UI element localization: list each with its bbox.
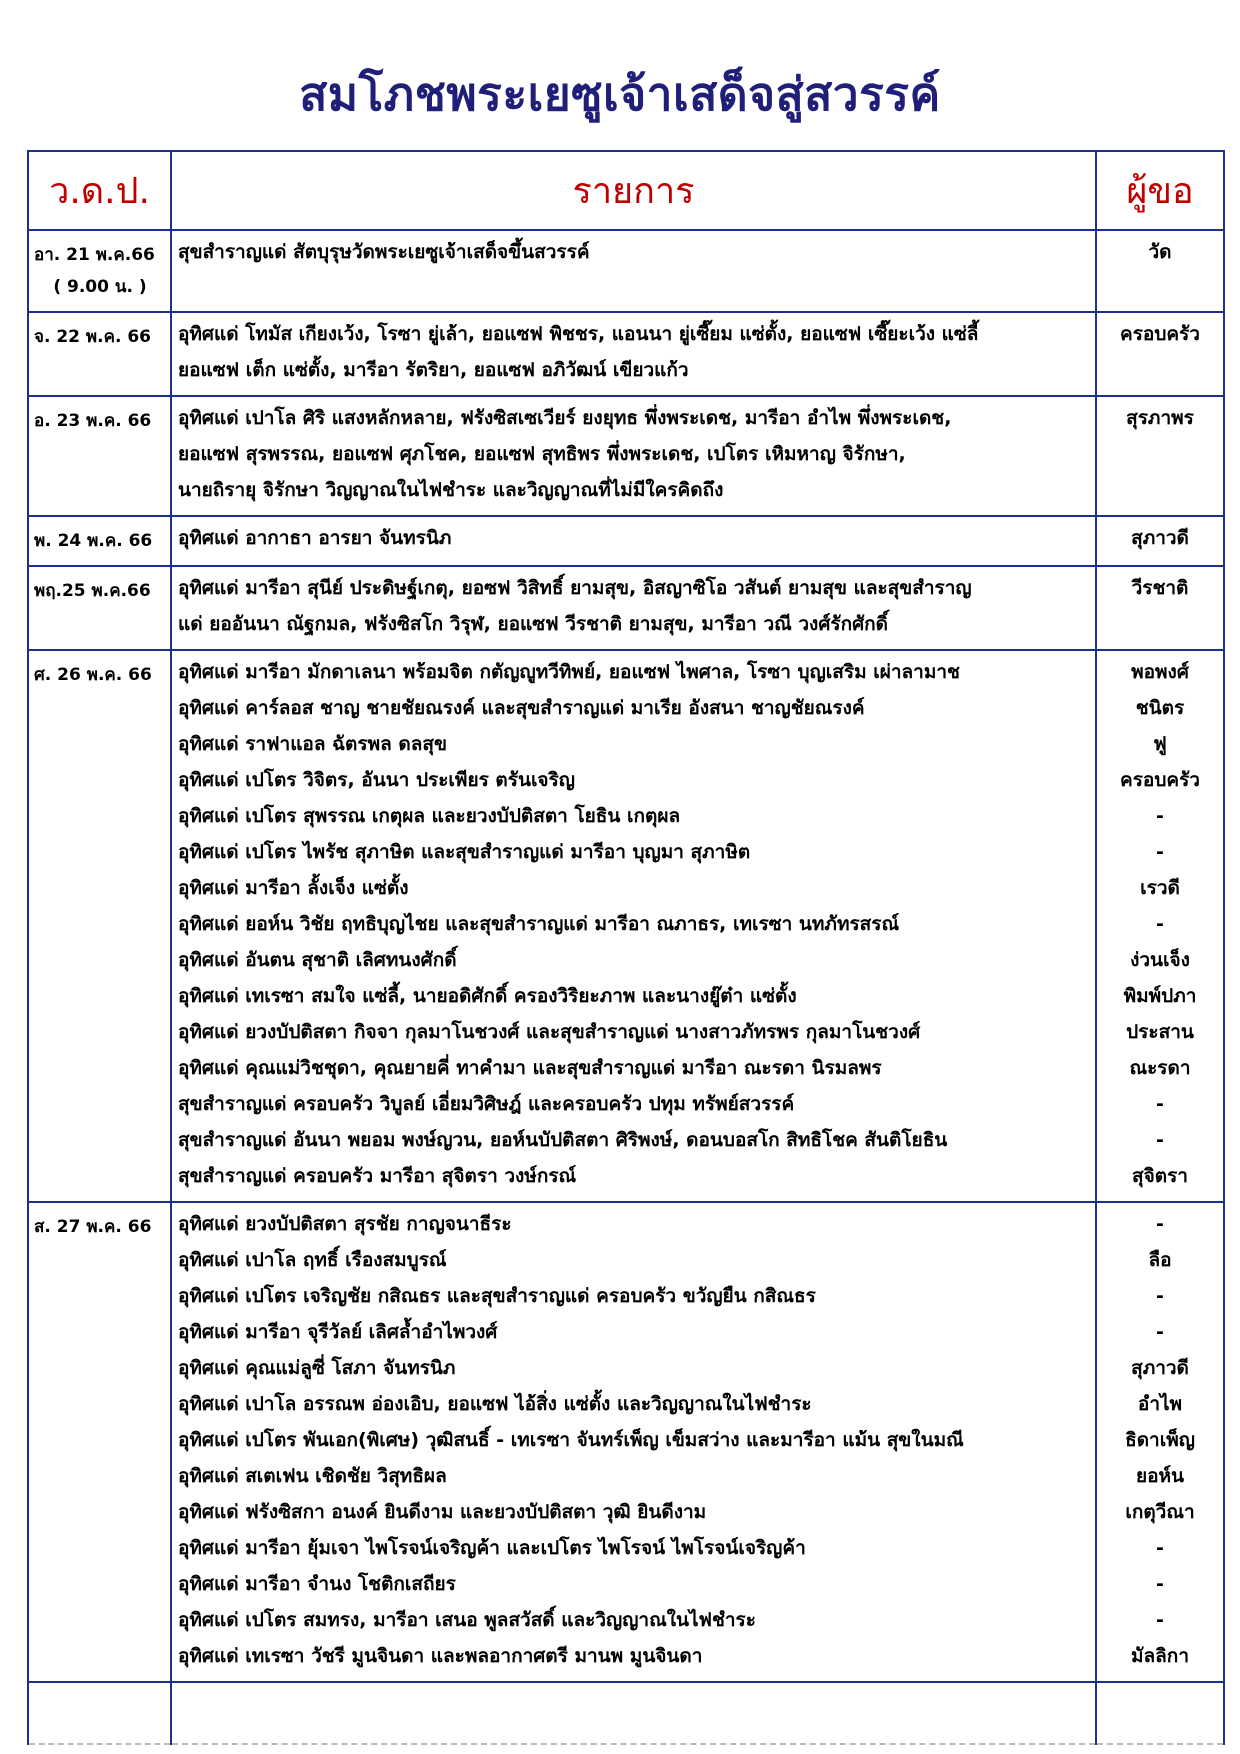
requester-name: ฟู: [1153, 733, 1167, 755]
empty-cell: [28, 1682, 171, 1744]
intention-line: แด่ ยออันนา ณัฐกมล, ฟรังซิสโก วิรุฬ, ยอแซฟ วีรชาติ ยามสุข, มารีอา วณี วงศ์รักศักดิ์: [178, 613, 888, 635]
requester-name: -: [1156, 1321, 1164, 1343]
intention-line: อุทิศแด่ เปโตร สุพรรณ เกตุผล และยวงบัปติสตา โยธิน เกตุผล: [178, 805, 681, 827]
intention-line: อุทิศแด่ ราฟาแอล ฉัตรพล ดลสุข: [178, 733, 447, 755]
date-label: พ. 24 พ.ค. 66: [34, 531, 153, 551]
requester-name: -: [1156, 1129, 1164, 1151]
items-cell: [171, 230, 1096, 312]
intention-line: อุทิศแด่ มารีอา จุรีวัลย์ เลิศล้ำอำไพวงศ์: [178, 1321, 498, 1343]
requester-list: [1097, 1203, 1223, 1681]
table-row: [28, 650, 1224, 1202]
date-time-label: ( 9.00 น. ): [53, 277, 147, 297]
date-text: [29, 567, 170, 615]
date-text: [29, 1203, 170, 1251]
table-row: [28, 396, 1224, 516]
intention-line: สุขสำราญแด่ อันนา พยอม พงษ์ญวน, ยอห์นบัปติสตา ศิริพงษ์, ดอนบอสโก สิทธิโชค สันติโยธิน: [178, 1129, 948, 1151]
table-header-row: [28, 151, 1224, 230]
table-row: [28, 230, 1224, 312]
requester-name: ง่วนเจ็ง: [1130, 949, 1190, 971]
date-cell: [28, 312, 171, 396]
date-label: จ. 22 พ.ค. 66: [34, 327, 151, 347]
intention-line: อุทิศแด่ เปาโล ศิริ แสงหลักหลาย, ฟรังซิสเซเวียร์ ยงยุทธ พึ่งพระเดช, มารีอา อำไพ พึ่งพระเดช,: [178, 407, 952, 429]
empty-cell: [1096, 1682, 1224, 1744]
requester-name: -: [1156, 805, 1164, 827]
items-list: [172, 651, 1095, 1201]
requester-name: ณะรดา: [1129, 1057, 1191, 1079]
requester-cell: [1096, 1202, 1224, 1682]
items-cell: [171, 516, 1096, 566]
intention-line: อุทิศแด่ ยอห์น วิชัย ฤทธิบุญไชย และสุขสำราญแด่ มารีอา ณภาธร, เทเรซา นทภัทรสรณ์: [178, 913, 900, 935]
intention-line: อุทิศแด่ ฟรังซิสกา อนงค์ ยินดีงาม และยวงบัปติสตา วุฒิ ยินดีงาม: [178, 1501, 707, 1523]
items-list: [172, 313, 1095, 395]
date-text: [29, 231, 170, 311]
requester-name: ธิดาเพ็ญ: [1125, 1429, 1195, 1451]
items-cell: [171, 312, 1096, 396]
date-label: ศ. 26 พ.ค. 66: [34, 665, 152, 685]
requester-list: [1097, 231, 1223, 277]
intention-line: อุทิศแด่ อากาธา อารยา จันทรนิภ: [178, 527, 452, 549]
requester-name: -: [1156, 1537, 1164, 1559]
intention-line: อุทิศแด่ ยวงบัปติสตา สุรชัย กาญจนาธีระ: [178, 1213, 512, 1235]
requester-name: -: [1156, 1093, 1164, 1115]
items-list: [172, 567, 1095, 649]
intention-line: อุทิศแด่ คาร์ลอส ชาญ ชายชัยณรงค์ และสุขสำราญแด่ มาเรีย อังสนา ชาญชัยณรงค์: [178, 697, 865, 719]
date-cell: [28, 396, 171, 516]
requester-name: สุภาวดี: [1131, 1357, 1189, 1379]
requester-cell: [1096, 650, 1224, 1202]
date-cell: [28, 230, 171, 312]
items-cell: [171, 566, 1096, 650]
requester-name: ครอบครัว: [1120, 769, 1200, 791]
intention-line: อุทิศแด่ เปาโล ฤทธิ์ เรืองสมบูรณ์: [178, 1249, 447, 1271]
items-cell: [171, 396, 1096, 516]
requester-name: มัลลิกา: [1131, 1645, 1189, 1667]
table-row: [28, 1202, 1224, 1682]
requester-name: เกตุวีณา: [1125, 1501, 1195, 1523]
intention-line: อุทิศแด่ มารีอา ยุ้มเจา ไพโรจน์เจริญค้า และเปโตร ไพโรจน์ ไพโรจน์เจริญค้า: [178, 1537, 806, 1559]
column-header-date: ว.ด.ป.: [28, 151, 171, 230]
requester-name: สุภาวดี: [1131, 527, 1189, 549]
requester-name: ชนิตร: [1135, 697, 1185, 719]
requester-name: -: [1156, 1609, 1164, 1631]
date-cell: [28, 1202, 171, 1682]
date-text: [29, 397, 170, 445]
table-body: [28, 230, 1224, 1744]
table-row: [28, 312, 1224, 396]
date-cell: [28, 650, 171, 1202]
intention-line: อุทิศแด่ ยวงบัปติสตา กิจจา กุลมาโนชวงศ์ และสุขสำราญแด่ นางสาวภัทรพร กุลมาโนชวงศ์: [178, 1021, 921, 1043]
intention-line: อุทิศแด่ สเตเฟน เชิดชัย วิสุทธิผล: [178, 1465, 447, 1487]
requester-name: เรวดี: [1140, 877, 1180, 899]
date-cell: [28, 516, 171, 566]
empty-row: [28, 1682, 1224, 1744]
requester-name: วัด: [1148, 241, 1172, 263]
table-row: [28, 566, 1224, 650]
requester-name: สุจิตรา: [1132, 1165, 1188, 1187]
intention-line: อุทิศแด่ มารีอา มักดาเลนา พร้อมจิต กตัญญูทวีทิพย์, ยอแซฟ ไพศาล, โรซา บุญเสริม เผ่าลามาช: [178, 661, 960, 683]
requester-name: -: [1156, 1213, 1164, 1235]
requester-list: [1097, 517, 1223, 563]
requester-name: อำไพ: [1137, 1393, 1183, 1415]
items-list: [172, 231, 1095, 277]
requester-list: [1097, 651, 1223, 1201]
requester-name: สุรภาพร: [1126, 407, 1194, 429]
intention-line: อุทิศแด่ คุณแม่ลูซี่ โสภา จันทรนิภ: [178, 1357, 456, 1379]
date-text: [29, 313, 170, 361]
requester-name: ลือ: [1148, 1249, 1172, 1271]
intention-line: อุทิศแด่ เปโตร สมทรง, มารีอา เสนอ พูลสวัสดิ์ และวิญญาณในไฟชำระ: [178, 1609, 756, 1631]
empty-cell: [171, 1682, 1096, 1744]
date-text: [29, 651, 170, 699]
requester-name: -: [1156, 1573, 1164, 1595]
intention-line: อุทิศแด่ เปาโล อรรณพ อ่องเอิบ, ยอแซฟ ไอ้สิ่ง แซ่ตั้ง และวิญญาณในไฟชำระ: [178, 1393, 812, 1415]
requester-list: [1097, 397, 1223, 443]
requester-cell: [1096, 396, 1224, 516]
requester-cell: [1096, 230, 1224, 312]
requester-name: พอพงศ์: [1131, 661, 1189, 683]
items-cell: [171, 1202, 1096, 1682]
requester-name: -: [1156, 913, 1164, 935]
mass-intention-table: [27, 150, 1225, 1745]
intention-line: อุทิศแด่ เปโตร วิจิตร, อันนา ประเพียร ตรันเจริญ: [178, 769, 575, 791]
requester-cell: [1096, 312, 1224, 396]
intention-line: อุทิศแด่ มารีอา จำนง โชติกเสถียร: [178, 1573, 456, 1595]
requester-cell: [1096, 566, 1224, 650]
intention-line: สุขสำราญแด่ สัตบุรุษวัดพระเยซูเจ้าเสด็จขึ้นสวรรค์: [178, 241, 590, 263]
requester-list: [1097, 313, 1223, 359]
date-text: [29, 517, 170, 565]
requester-name: -: [1156, 841, 1164, 863]
requester-cell: [1096, 516, 1224, 566]
requester-list: [1097, 567, 1223, 613]
intention-line: นายถิรายุ จิรักษา วิญญาณในไฟชำระ และวิญญาณที่ไม่มีใครคิดถึง: [178, 479, 724, 501]
requester-name: วีรชาติ: [1131, 577, 1189, 599]
intention-line: อุทิศแด่ เทเรซา สมใจ แซ่ลี้, นายอดิศักดิ์ ครองวิริยะภาพ และนางยู๊ต๋า แซ่ตั้ง: [178, 985, 797, 1007]
items-list: [172, 1203, 1095, 1681]
column-header-requester: ผู้ขอ: [1096, 151, 1224, 230]
items-list: [172, 517, 1095, 563]
date-label: อา. 21 พ.ค.66: [34, 245, 155, 265]
intention-line: อุทิศแด่ เทเรซา วัชรี มูนจินดา และพลอากาศตรี มานพ มูนจินดา: [178, 1645, 703, 1667]
intention-line: สุขสำราญแด่ ครอบครัว วิบูลย์ เอี่ยมวิศิษฎ์ และครอบครัว ปทุม ทรัพย์สวรรค์: [178, 1093, 795, 1115]
requester-name: พิมพ์ปภา: [1123, 985, 1197, 1007]
requester-name: ประสาน: [1126, 1021, 1194, 1043]
date-cell: [28, 566, 171, 650]
date-label: อ. 23 พ.ค. 66: [34, 411, 152, 431]
page-title: สมโภชพระเยซูเจ้าเสด็จสู่สวรรค์: [299, 67, 941, 121]
items-list: [172, 397, 1095, 515]
intention-line: สุขสำราญแด่ ครอบครัว มารีอา สุจิตรา วงษ์กรณ์: [178, 1165, 577, 1187]
requester-name: ครอบครัว: [1120, 323, 1200, 345]
intention-line: อุทิศแด่ เปโตร ไพรัช สุภาษิต และสุขสำราญแด่ มารีอา บุญมา สุภาษิต: [178, 841, 751, 863]
intention-line: อุทิศแด่ โทมัส เกียงเว้ง, โรซา ยู่เล้า, ยอแซฟ พิชชร, แอนนา ยู่เซี๊ยม แซ่ตั้ง, ยอแซฟ เซี๊ยะเว้ง แซ่ลี้: [178, 323, 979, 345]
intention-line: ยอแซฟ สุรพรรณ, ยอแซฟ ศุภโชค, ยอแซฟ สุทธิพร พึ่งพระเดช, เปโตร เหิมหาญ จิรักษา,: [178, 443, 906, 465]
intention-line: ยอแซฟ เต็ก แซ่ตั้ง, มารีอา รัตริยา, ยอแซฟ อภิวัฒน์ เขียวแก้ว: [178, 359, 689, 381]
intention-line: อุทิศแด่ มารีอา ลั้งเจ็ง แซ่ตั้ง: [178, 877, 409, 899]
intention-line: อุทิศแด่ เปโตร เจริญชัย กสิณธร และสุขสำราญแด่ ครอบครัว ขวัญยืน กสิณธร: [178, 1285, 816, 1307]
column-header-items: รายการ: [171, 151, 1096, 230]
date-label: พฤ.25 พ.ค.66: [34, 581, 151, 601]
intention-line: อุทิศแด่ อันตน สุชาติ เลิศทนงศักดิ์: [178, 949, 457, 971]
items-cell: [171, 650, 1096, 1202]
requester-name: -: [1156, 1285, 1164, 1307]
table-row: [28, 516, 1224, 566]
date-label: ส. 27 พ.ค. 66: [34, 1217, 152, 1237]
intention-line: อุทิศแด่ เปโตร พันเอก(พิเศษ) วุฒิสนธิ์ - เทเรซา จันทร์เพ็ญ เข็มสว่าง และมารีอา แม้น สุขในมณี: [178, 1429, 964, 1451]
intention-line: อุทิศแด่ มารีอา สุนีย์ ประดิษฐ์เกตุ, ยอซฟ วิสิทธิ์ ยามสุข, อิสญาซิโอ วสันต์ ยามสุข และสุขสำราญ: [178, 577, 972, 599]
intention-line: อุทิศแด่ คุณแม่วิชชุดา, คุณยายคี่ ทาคำมา และสุขสำราญแด่ มารีอา ณะรดา นิรมลพร: [178, 1057, 882, 1079]
requester-name: ยอห์น: [1135, 1465, 1185, 1487]
